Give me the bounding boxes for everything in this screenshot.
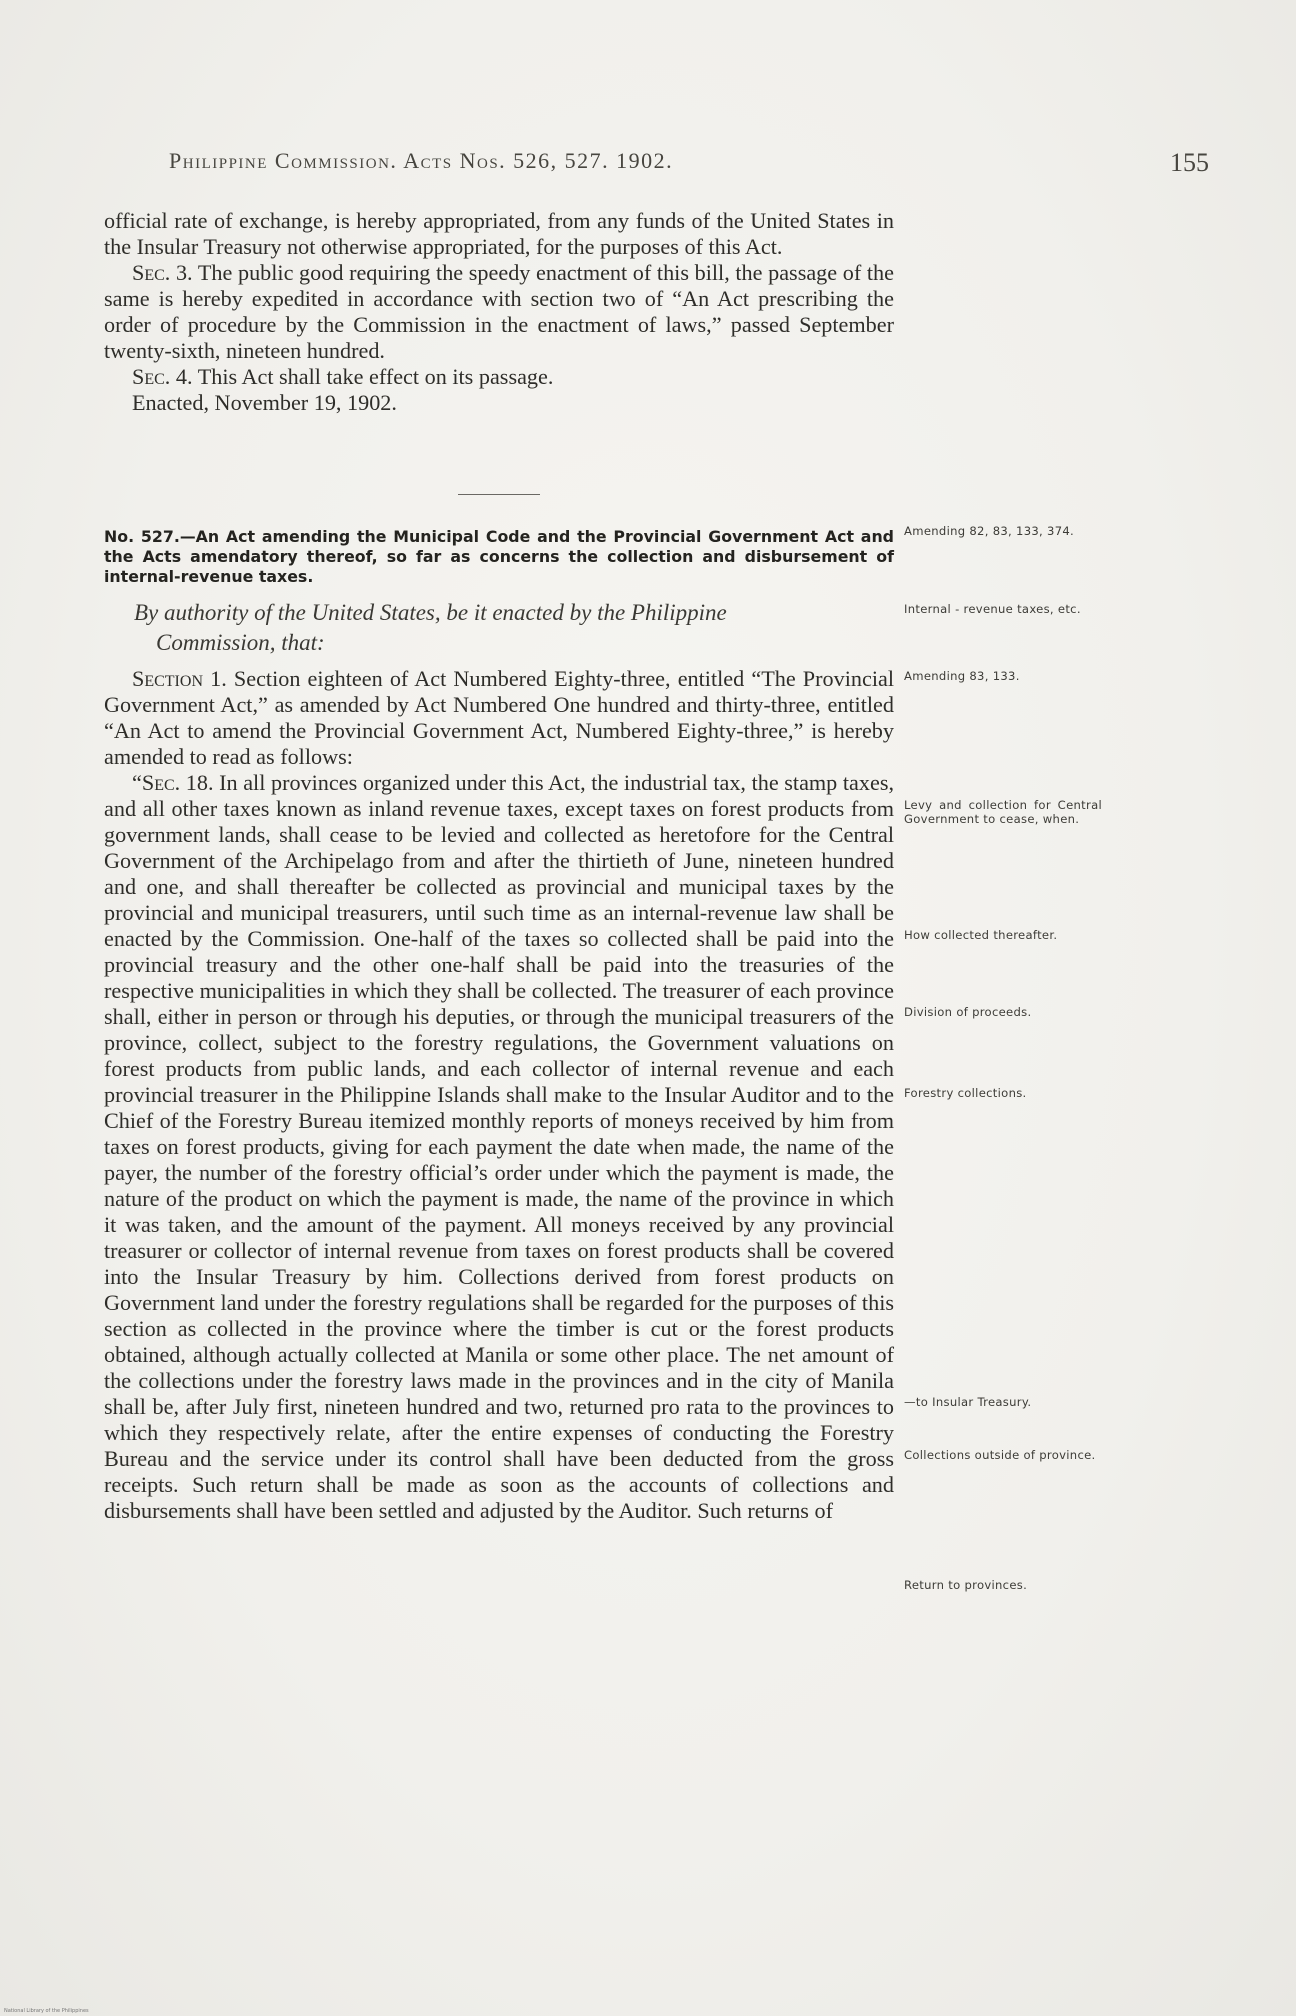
footer-stamp: National Library of the Philippines xyxy=(4,2008,89,2014)
act-527-title: No. 527.—An Act amending the Municipal Code and the Provincial Government Act and the Acts amendatory thereof, so far as concerns the collection and disbursement of internal-revenue taxes. xyxy=(104,527,894,586)
section-1 xyxy=(104,666,894,770)
margin-note: Collections outside of province. xyxy=(904,1448,1096,1462)
section-3 xyxy=(104,260,894,364)
section-label: Section 1. xyxy=(132,666,227,691)
margin-note: Amending 82, 83, 133, 374. xyxy=(904,524,1075,538)
section-18 xyxy=(104,770,894,1524)
running-head xyxy=(169,148,1209,178)
margin-note: Internal - revenue taxes, etc. xyxy=(904,602,1081,616)
running-head-title: Philippine Commission. Acts Nos. 526, 527. 1902. xyxy=(169,148,674,173)
margin-note: Return to provinces. xyxy=(904,1578,1028,1592)
act-separator-rule xyxy=(458,494,540,495)
act-526-continuation xyxy=(104,208,894,416)
margin-note: Forestry collections. xyxy=(904,1086,1027,1100)
section-text: Section eighteen of Act Numbered Eighty-three, entitled “The Provincial Government Act,” as amended by Act Numbered One hundred and thirty-three, entitled “An Act to amend the Provincial Government Act, Numbered Eighty-three,” is hereby amended to read as follows: xyxy=(104,666,895,769)
enacting-clause-line: By authority of the United States, be it enacted by the Philippine xyxy=(134,600,727,625)
enacting-clause xyxy=(134,598,894,658)
section-text: This Act shall take effect on its passage. xyxy=(197,364,554,389)
enactment-date: Enacted, November 19, 1902. xyxy=(132,390,397,415)
body-paragraph: official rate of exchange, is hereby appropriated, from any funds of the United States in the Insular Treasury not otherwise appropriated, for the purposes of this Act. xyxy=(104,208,894,259)
act-527-body xyxy=(104,666,894,1524)
page-number: 155 xyxy=(1170,148,1209,177)
section-text: In all provinces organized under this Act, the industrial tax, the stamp taxes, and all other taxes known as inland revenue taxes, except taxes on forest products from government lands, shall cease to be levied and collected as heretofore for the Central Government of the Archipelago from and after the thirtieth of June, nineteen hundred and one, and shall thereafter be collected as provincial and municipal taxes by the provincial and municipal treasurers, until such time as an internal-revenue law shall be enacted by the Commission. One-half of the taxes so collected shall be paid into the provincial treasury and the other one-half shall be paid into the treasuries of the respective municipalities in which they shall be collected. The treasurer of each province shall, either in person or through his deputies, or through the municipal treasurers of the province, collect, subject to the forestry regulations, the Government valuations on forest products from public lands, and each collector of internal revenue and each provincial treasurer in the Philippine Islands shall make to the Insular Auditor and to the Chief of the Forestry Bureau itemized monthly reports of moneys received by him from taxes on forest products, giving for each payment the date when made, the name of the payer, the number of the forestry official’s order under which the payment is made, the nature of the product on which the payment is made, the name of the province in which it was taken, and the amount of the payment. All moneys received by any provincial treasurer or collector of internal revenue from taxes on forest products shall be covered into the Insular Treasury by him. Collections derived from forest products on Government land under the forestry regulations shall be regarded for the purposes of this section as collected in the province where the timber is cut or the forest products obtained, although actually collected at Manila or some other place. The net amount of the collections under the forestry laws made in the provinces and in the city of Manila shall be, after July first, nineteen hundred and two, returned pro rata to the provinces to which they respectively relate, after the entire expenses of conducting the Forestry Bureau and the service under its control shall have been deducted from the gross receipts. Such return shall be made as soon as the accounts of collections and disbursements shall have been settled and adjusted by the Auditor. Such returns of xyxy=(104,770,895,1523)
margin-note: Amending 83, 133. xyxy=(904,669,1020,683)
section-text: The public good requiring the speedy enactment of this bill, the passage of the same is hereby expedited in accordance with section two of “An Act prescribing the order of procedure by the Commission in the enactment of laws,” passed September twenty-sixth, nineteen hundred. xyxy=(104,260,894,363)
margin-note: Levy and collection for Central Government to cease, when. xyxy=(904,798,1102,826)
margin-note: —to Insular Treasury. xyxy=(904,1395,1032,1409)
section-label: Sec. 4. xyxy=(132,364,193,389)
margin-note: How collected thereafter. xyxy=(904,928,1058,942)
section-label: “Sec. 18. xyxy=(132,770,214,795)
section-label: Sec. 3. xyxy=(132,260,193,285)
margin-note: Division of proceeds. xyxy=(904,1005,1032,1019)
section-4 xyxy=(104,364,894,390)
enacting-clause-line: Commission, that: xyxy=(156,630,325,655)
